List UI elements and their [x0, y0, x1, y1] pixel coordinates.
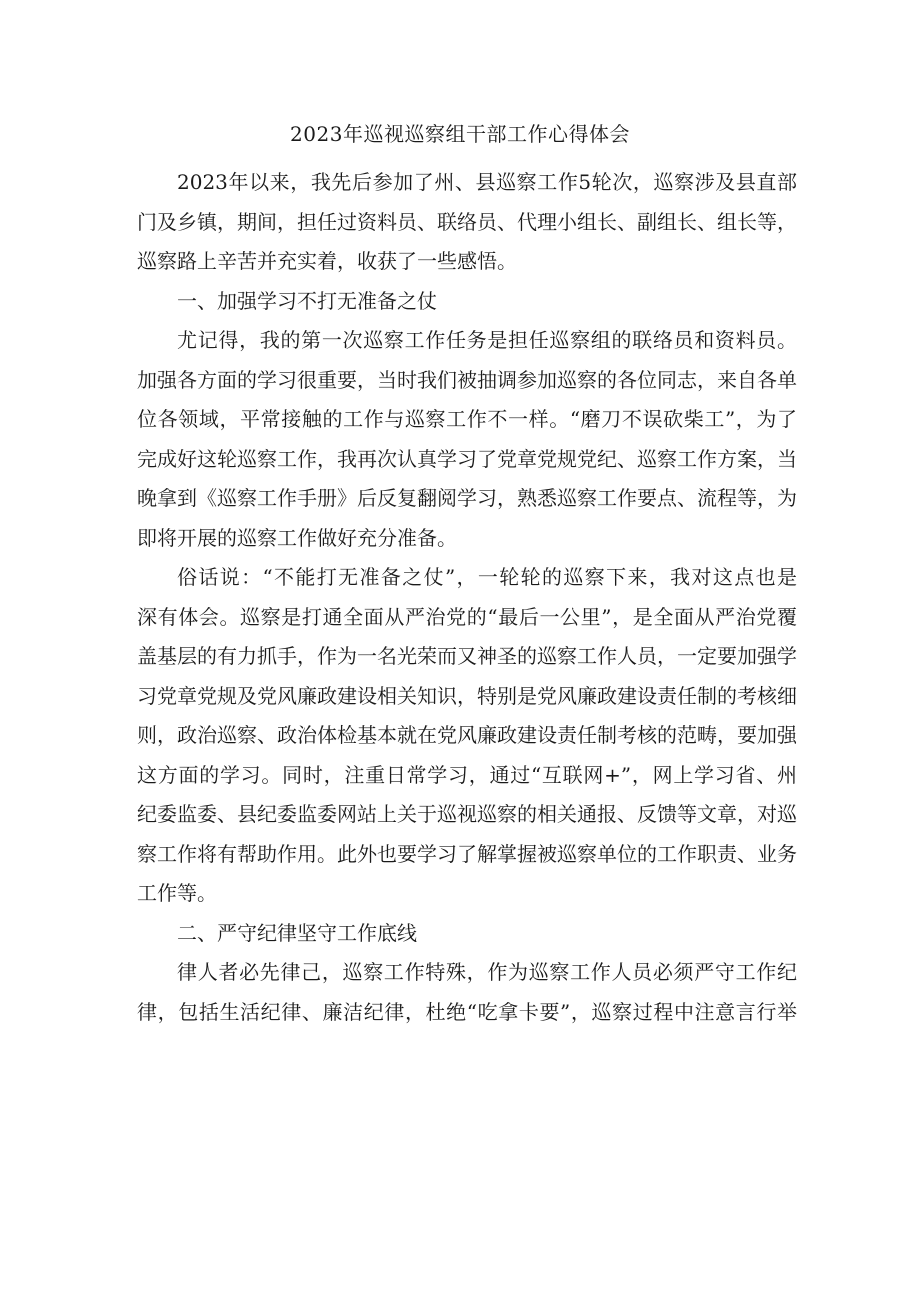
- paragraph-line: 律，包括生活纪律、廉洁纪律，杜绝“吃拿卡要”，巡察过程中注意言行举: [137, 999, 797, 1024]
- paragraph-line: 习党章党规及党风廉政建设相关知识，特别是党风廉政建设责任制的考核细: [137, 683, 797, 708]
- paragraph-line: 巡察路上辛苦并充实着，收获了一些感悟。: [137, 249, 517, 273]
- paragraph-line: 工作等。: [137, 881, 217, 905]
- paragraph-line: 完成好这轮巡察工作，我再次认真学习了党章党规党纪、巡察工作方案，当: [137, 446, 797, 471]
- paragraph-line: 纪委监委、县纪委监委网站上关于巡视巡察的相关通报、反馈等文章，对巡: [137, 802, 797, 826]
- section-heading: 一、加强学习不打无准备之仗: [177, 288, 437, 313]
- paragraph-line: 这方面的学习。同时，注重日常学习，通过“互联网+”，网上学习省、州: [137, 762, 797, 787]
- paragraph-line: 律人者必先律己，巡察工作特殊，作为巡察工作人员必须严守工作纪: [177, 960, 797, 984]
- paragraph-line: 则，政治巡察、政治体检基本就在党风廉政建设责任制考核的范畴，要加强: [137, 723, 797, 747]
- paragraph-line: 2023年以来，我先后参加了州、县巡察工作5轮次，巡察涉及县直部: [177, 170, 797, 194]
- document-title: 2023年巡视巡察组干部工作心得体会: [290, 122, 630, 146]
- paragraph-line: 位各领域，平常接触的工作与巡察工作不一样。“磨刀不误砍柴工”，为了: [137, 407, 797, 431]
- paragraph-line: 门及乡镇，期间，担任过资料员、联络员、代理小组长、副组长、组长等，: [137, 209, 797, 234]
- paragraph-line: 加强各方面的学习很重要，当时我们被抽调参加巡察的各位同志，来自各单: [137, 367, 797, 392]
- paragraph-line: 深有体会。巡察是打通全面从严治党的“最后一公里”，是全面从严治党覆: [137, 604, 797, 629]
- paragraph-line: 晚拿到《巡察工作手册》后反复翻阅学习，熟悉巡察工作要点、流程等，为: [137, 486, 797, 510]
- paragraph-line: 盖基层的有力抓手，作为一名光荣而又神圣的巡察工作人员，一定要加强学: [137, 644, 797, 668]
- paragraph-line: 俗话说：“不能打无准备之仗”，一轮轮的巡察下来，我对这点也是: [177, 565, 797, 589]
- paragraph-line: 即将开展的巡察工作做好充分准备。: [137, 525, 457, 550]
- document-body: [137, 163, 797, 1032]
- paragraph-line: 察工作将有帮助作用。此外也要学习了解掌握被巡察单位的工作职责、业务: [137, 841, 797, 866]
- section-heading: 二、严守纪律坚守工作底线: [177, 920, 417, 945]
- paragraph-line: 尤记得，我的第一次巡察工作任务是担任巡察组的联络员和资料员。: [177, 328, 797, 352]
